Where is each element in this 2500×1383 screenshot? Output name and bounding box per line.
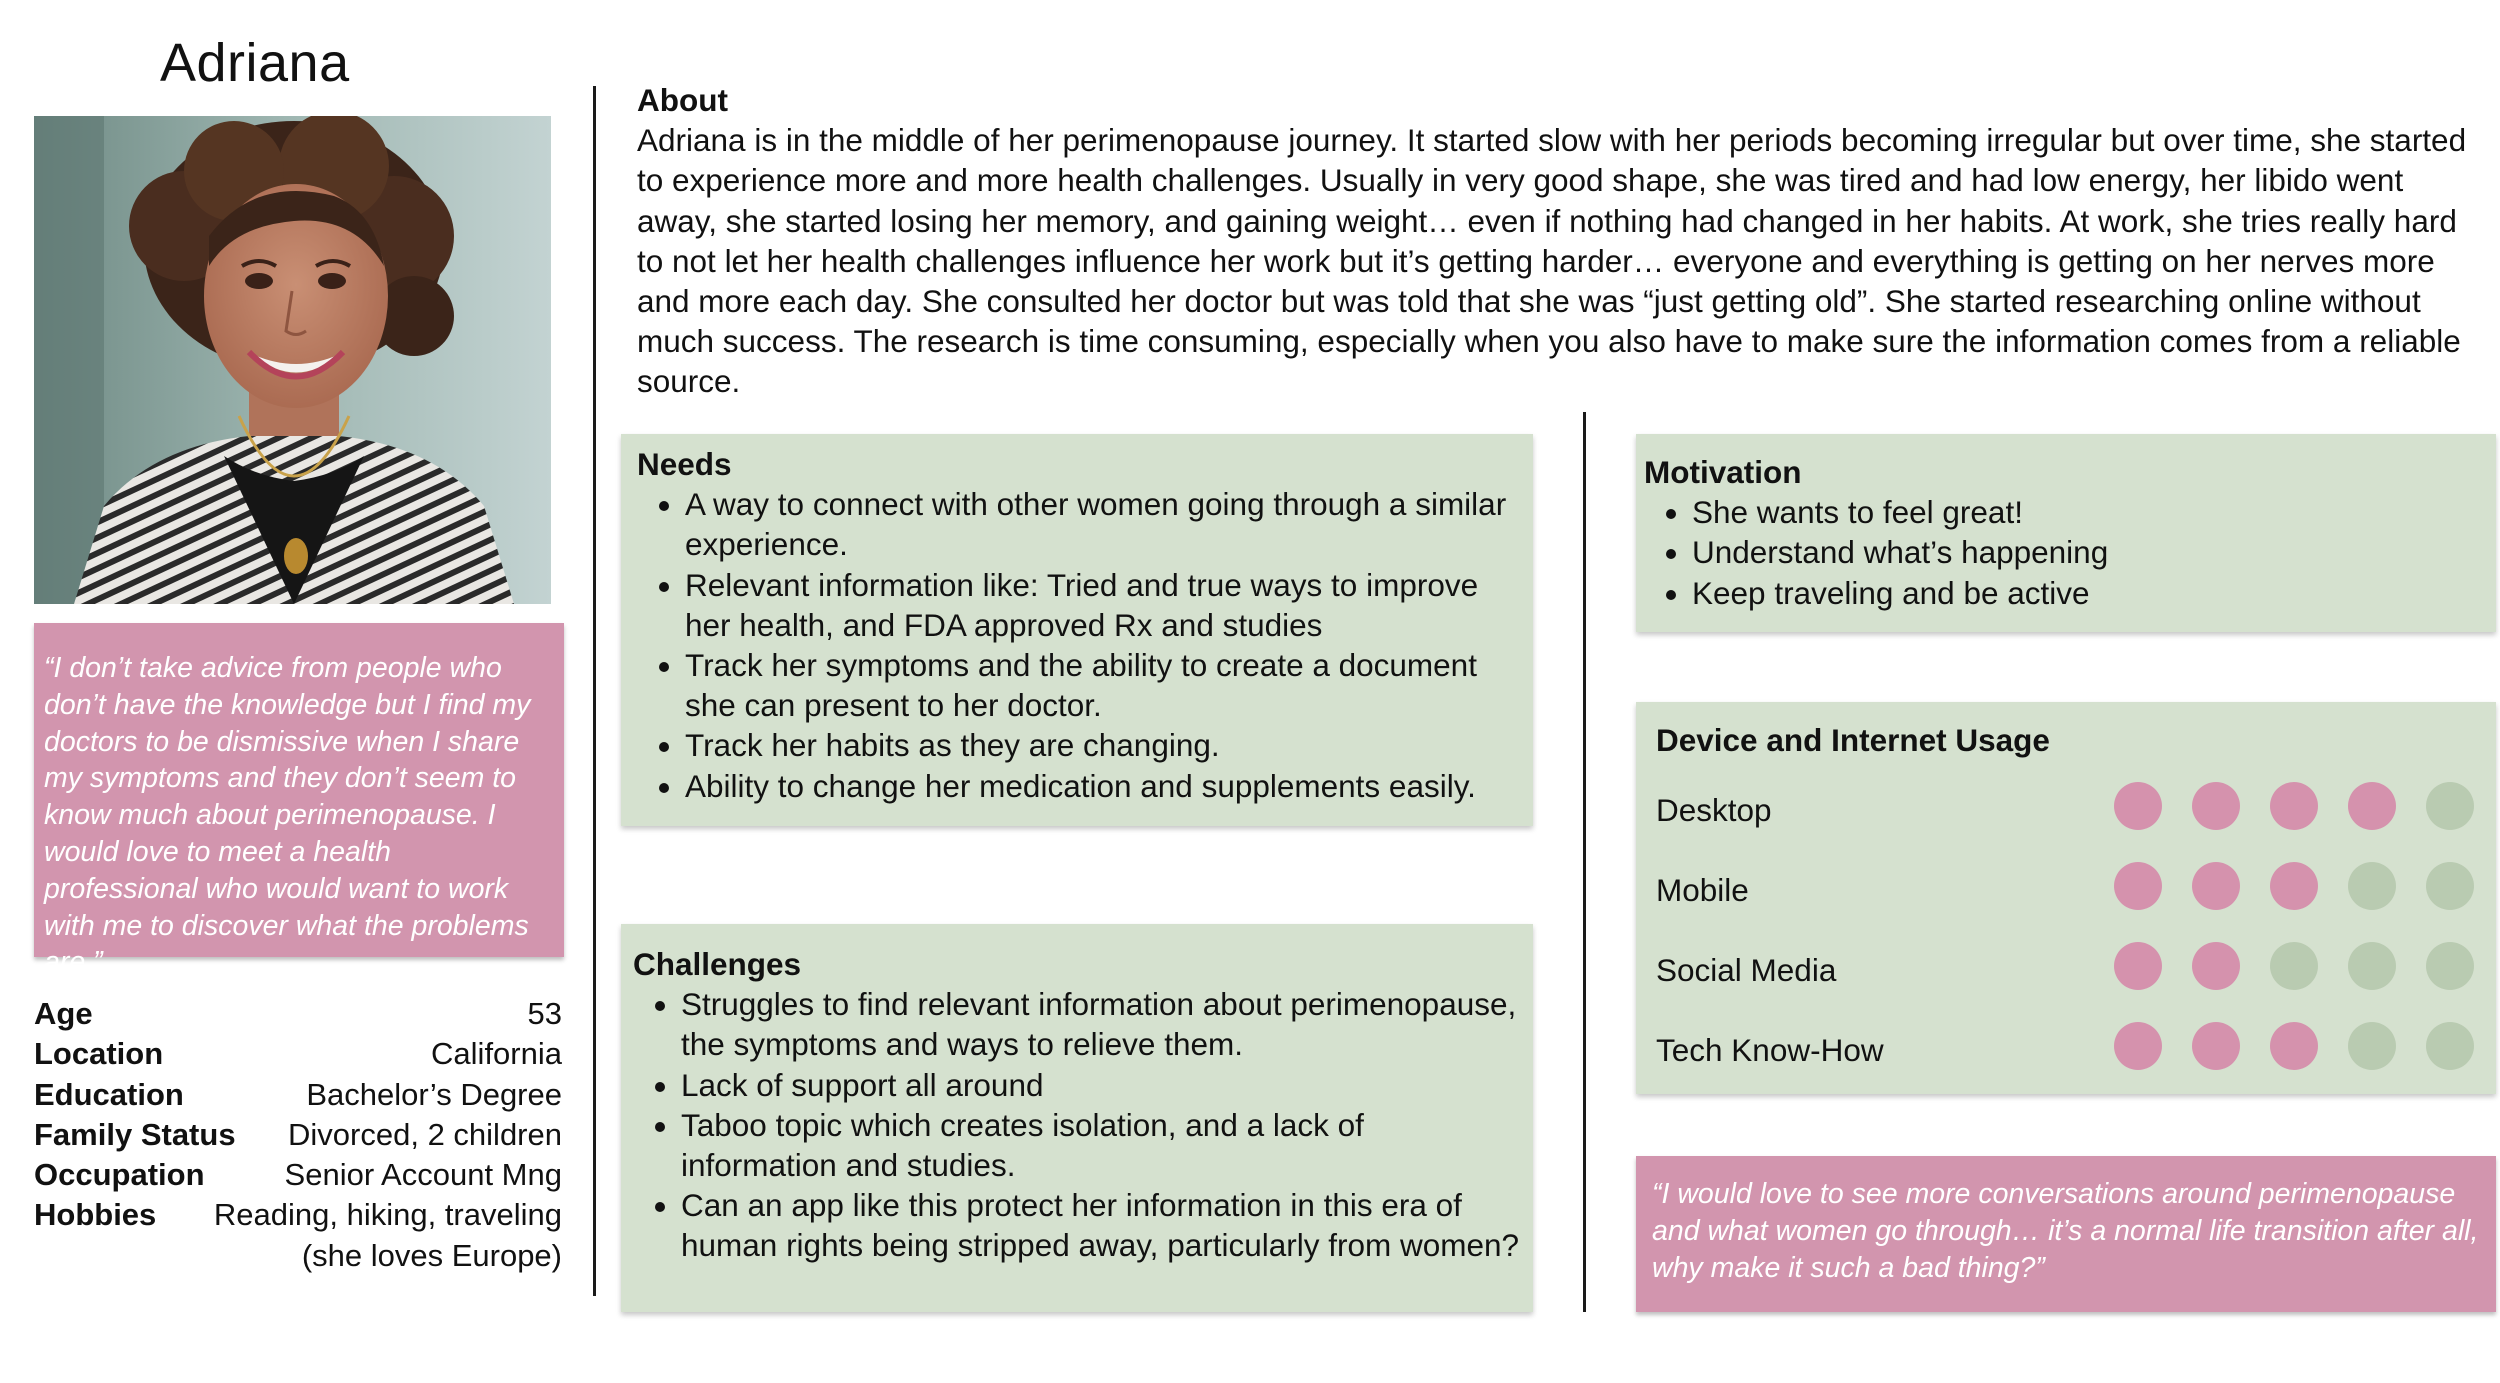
rating-dot-filled <box>2270 1022 2318 1070</box>
persona-photo <box>34 116 551 604</box>
rating-dot-filled <box>2192 942 2240 990</box>
persona-name: Adriana <box>160 33 350 93</box>
rating-dot-empty <box>2426 942 2474 990</box>
rating-dot-empty <box>2348 862 2396 910</box>
motivation-list <box>1644 492 2486 613</box>
challenges-card <box>621 924 1533 1312</box>
rating-dot-filled <box>2114 1022 2162 1070</box>
list-item: • Understand what’s happening <box>1692 532 2486 572</box>
demo-row-occupation <box>34 1155 562 1195</box>
rating-dot-empty <box>2270 942 2318 990</box>
demo-value: Senior Account Mng <box>284 1157 562 1193</box>
device-usage-label: Tech Know-How <box>1656 1032 1884 1068</box>
demo-row-education <box>34 1075 562 1115</box>
device-usage-card <box>1636 702 2496 1094</box>
demographics <box>34 994 562 1276</box>
needs-card <box>621 434 1533 826</box>
quote-right: “I would love to see more conversations around perimenopause and what women go through… it’s a normal life transition after all, why make it such a bad thing?” <box>1636 1156 2496 1312</box>
device-usage-label: Desktop <box>1656 792 1772 828</box>
needs-list <box>637 484 1523 806</box>
demo-value: Reading, hiking, traveling (she loves Europe) <box>213 1197 562 1273</box>
demo-row-location <box>34 1034 562 1074</box>
list-item: • Ability to change her medication and supplements easily. <box>685 766 1523 806</box>
divider-right <box>1583 412 1586 1312</box>
device-usage-label: Social Media <box>1656 952 1837 988</box>
rating-dot-empty <box>2426 1022 2474 1070</box>
list-item: • Struggles to find relevant information about perimenopause, the symptoms and ways to relieve them. <box>681 984 1523 1064</box>
about-section <box>637 80 2467 402</box>
rating-dot-filled <box>2270 782 2318 830</box>
rating-dot-empty <box>2348 1022 2396 1070</box>
challenges-list <box>633 984 1523 1265</box>
rating-dot-filled <box>2348 782 2396 830</box>
portrait-photo <box>34 116 551 604</box>
list-item: • Lack of support all around <box>681 1065 1523 1105</box>
demo-row-family-status <box>34 1115 562 1155</box>
demo-label: Age <box>34 996 93 1031</box>
motivation-heading: Motivation <box>1644 454 1802 490</box>
list-item: • Keep traveling and be active <box>1692 573 2486 613</box>
device-usage-row <box>1636 1022 2496 1078</box>
about-heading: About <box>637 82 728 118</box>
demo-value: California <box>431 1036 562 1072</box>
device-usage-row <box>1636 942 2496 998</box>
rating-dot-filled <box>2270 862 2318 910</box>
demo-row-age <box>34 994 562 1034</box>
divider-left <box>593 86 596 1296</box>
list-item: • Relevant information like: Tried and true ways to improve her health, and FDA approved Rx and studies <box>685 565 1523 645</box>
list-item: • Track her habits as they are changing. <box>685 725 1523 765</box>
about-text: Adriana is in the middle of her perimenopause journey. It started slow with her periods becoming irregular but over time, she started to experience more and more health challenges. Usually in very good shape, she was tired and had low energy, her libido went away, she started losing her memory, and gaining weight… even if nothing had changed in her habits. At work, she tries really hard to not let her health challenges influence her work but it’s getting harder… everyone and everything is getting on her nerves more and more each day. She consulted her doctor but was told that she was “just getting old”. She started researching online without much success. The research is time consuming, especially when you also have to make sure the information comes from a reliable source. <box>637 122 2467 400</box>
demo-label: Location <box>34 1036 164 1072</box>
device-usage-row <box>1636 862 2496 918</box>
rating-dot-empty <box>2426 782 2474 830</box>
rating-dot-filled <box>2114 942 2162 990</box>
rating-dot-filled <box>2192 862 2240 910</box>
device-usage-row <box>1636 782 2496 838</box>
motivation-card <box>1636 434 2496 632</box>
device-usage-label: Mobile <box>1656 872 1749 908</box>
demo-label: Family Status <box>34 1116 236 1152</box>
rating-dot-filled <box>2114 862 2162 910</box>
demo-label: Hobbies <box>34 1197 157 1233</box>
persona-quote: “I don’t take advice from people who don’t have the knowledge but I find my doctors to be dismissive when I share my symptoms and they don’t seem to know much about perimenopause. I would love to meet a health professional who would want to work with me to discover what the problems are.” <box>34 623 564 957</box>
list-item: • A way to connect with other women going through a similar experience. <box>685 484 1523 564</box>
list-item: • Taboo topic which creates isolation, and a lack of information and studies. <box>681 1105 1523 1185</box>
demo-row-hobbies <box>34 1195 562 1276</box>
challenges-heading: Challenges <box>633 946 802 982</box>
rating-dot-filled <box>2192 782 2240 830</box>
rating-dot-filled <box>2114 782 2162 830</box>
device-usage-heading: Device and Internet Usage <box>1656 722 2050 758</box>
demo-label: Education <box>34 1076 184 1112</box>
rating-dot-filled <box>2192 1022 2240 1070</box>
needs-heading: Needs <box>637 446 732 482</box>
list-item: • She wants to feel great! <box>1692 492 2486 532</box>
rating-dot-empty <box>2426 862 2474 910</box>
list-item: • Can an app like this protect her information in this era of human rights being stripped away, particularly from women? <box>681 1185 1523 1265</box>
rating-dot-empty <box>2348 942 2396 990</box>
demo-label: Occupation <box>34 1157 205 1193</box>
demo-value: Bachelor’s Degree <box>306 1076 562 1112</box>
demo-value: 53 <box>527 996 562 1031</box>
demo-value: Divorced, 2 children <box>288 1116 562 1152</box>
list-item: • Track her symptoms and the ability to create a document she can present to her doctor. <box>685 645 1523 725</box>
